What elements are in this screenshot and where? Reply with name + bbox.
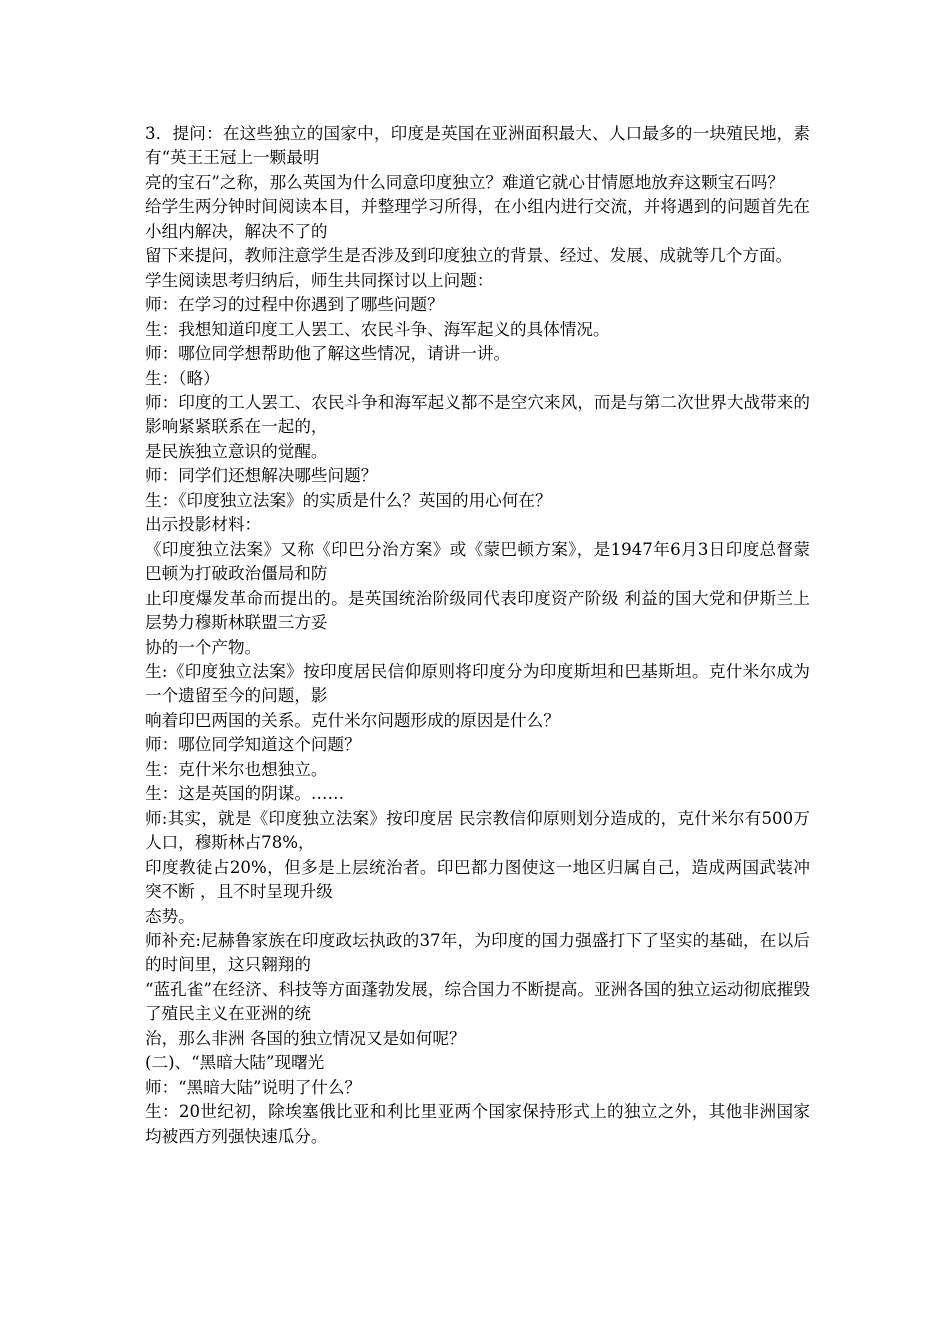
text-line: 是民族独立意识的觉醒。: [145, 441, 328, 461]
section-heading: (二)、“黑暗大陆”现曙光: [145, 1053, 325, 1073]
text-line: 生：《印度独立法案》的实质是什么？英国的用心何在？: [145, 490, 552, 510]
document-page: [145, 122, 810, 1149]
text-line: 留下来提问，教师注意学生是否涉及到印度独立的背景、经过、发展、成就等几个方面。: [145, 246, 793, 266]
text-line: 3．提问：在这些独立的国家中，印度是英国在亚洲面积最大、人口最多的一块殖民地，素有“英王王冠上一颗最明: [145, 124, 810, 168]
text-line: 生：20世纪初，除埃塞俄比亚和利比里亚两个国家保持形式上的独立之外，其他非洲国家均被西方列强快速瓜分。: [145, 1102, 810, 1146]
text-line: 出示投影材料：: [145, 515, 262, 535]
text-line: 响着印巴两国的关系。克什米尔问题形成的原因是什么？: [145, 710, 560, 730]
text-line: 师：在学习的过程中你遇到了哪些问题？: [145, 295, 444, 315]
text-line: 态势。: [145, 906, 195, 926]
text-line: 止印度爆发革命而提出的。是英国统治阶级同代表印度资产阶级 利益的国大党和伊斯兰上层势力穆斯林联盟三方妥: [145, 588, 810, 633]
text-line: 师补充:尼赫鲁家族在印度政坛执政的37年，为印度的国力强盛打下了坚实的基础，在以后的时间里，这只翱翔的: [145, 930, 810, 975]
text-line: 师：“黑暗大陆”说明了什么？: [145, 1077, 362, 1097]
text-line: 生：这是英国的阴谋。……: [145, 784, 345, 804]
text-line: 师：印度的工人罢工、农民斗争和海军起义都不是空穴来风，而是与第二次世界大战带来的影响紧紧联系在一起的，: [145, 392, 810, 437]
text-line: 给学生两分钟时间阅读本目，并整理学习所得，在小组内进行交流，并将遇到的问题首先在小组内解决，解决不了的: [145, 197, 810, 241]
text-line: 生：克什米尔也想独立。: [145, 759, 328, 779]
text-line: 师：哪位同学想帮助他了解这些情况，请讲一讲。: [145, 344, 511, 364]
text-line: 《印度独立法案》又称《印巴分治方案》或《蒙巴顿方案》，是1947年6月3日印度总督蒙巴顿为打破政治僵局和防: [145, 539, 810, 584]
text-line: 师:其实，就是《印度独立法案》按印度居 民宗教信仰原则划分造成的，克什米尔有500万人口，穆斯林占78%，: [145, 808, 810, 853]
text-line: 亮的宝石”之称，那么英国为什么同意印度独立？难道它就心甘情愿地放弃这颗宝石吗？: [145, 172, 785, 192]
text-line: 生：（略）: [145, 368, 220, 388]
text-line: 生:《印度独立法案》按印度居民信仰原则将印度分为印度斯坦和巴基斯坦。克什米尔成为一个遗留至今的问题，影: [145, 661, 810, 706]
text-line: 协的一个产物。: [145, 637, 262, 657]
text-line: 学生阅读思考归纳后，师生共同探讨以上问题：: [145, 270, 494, 290]
text-line: 生：我想知道印度工人罢工、农民斗争、海军起义的具体情况。: [145, 319, 610, 339]
text-line: 治，那么非洲 各国的独立情况又是如何呢？: [145, 1028, 466, 1048]
text-line: 师：同学们还想解决哪些问题？: [145, 466, 378, 486]
text-line: 师：哪位同学知道这个问题？: [145, 735, 361, 755]
text-line: “蓝孔雀”在经济、科技等方面蓬勃发展，综合国力不断提高。亚洲各国的独立运动彻底摧毁了殖民主义在亚洲的统: [145, 979, 810, 1024]
text-line: 印度教徒占20%，但多是上层统治者。印巴都力图使这一地区归属自己，造成两国武装冲突不断 ，且不时呈现升级: [145, 857, 810, 902]
